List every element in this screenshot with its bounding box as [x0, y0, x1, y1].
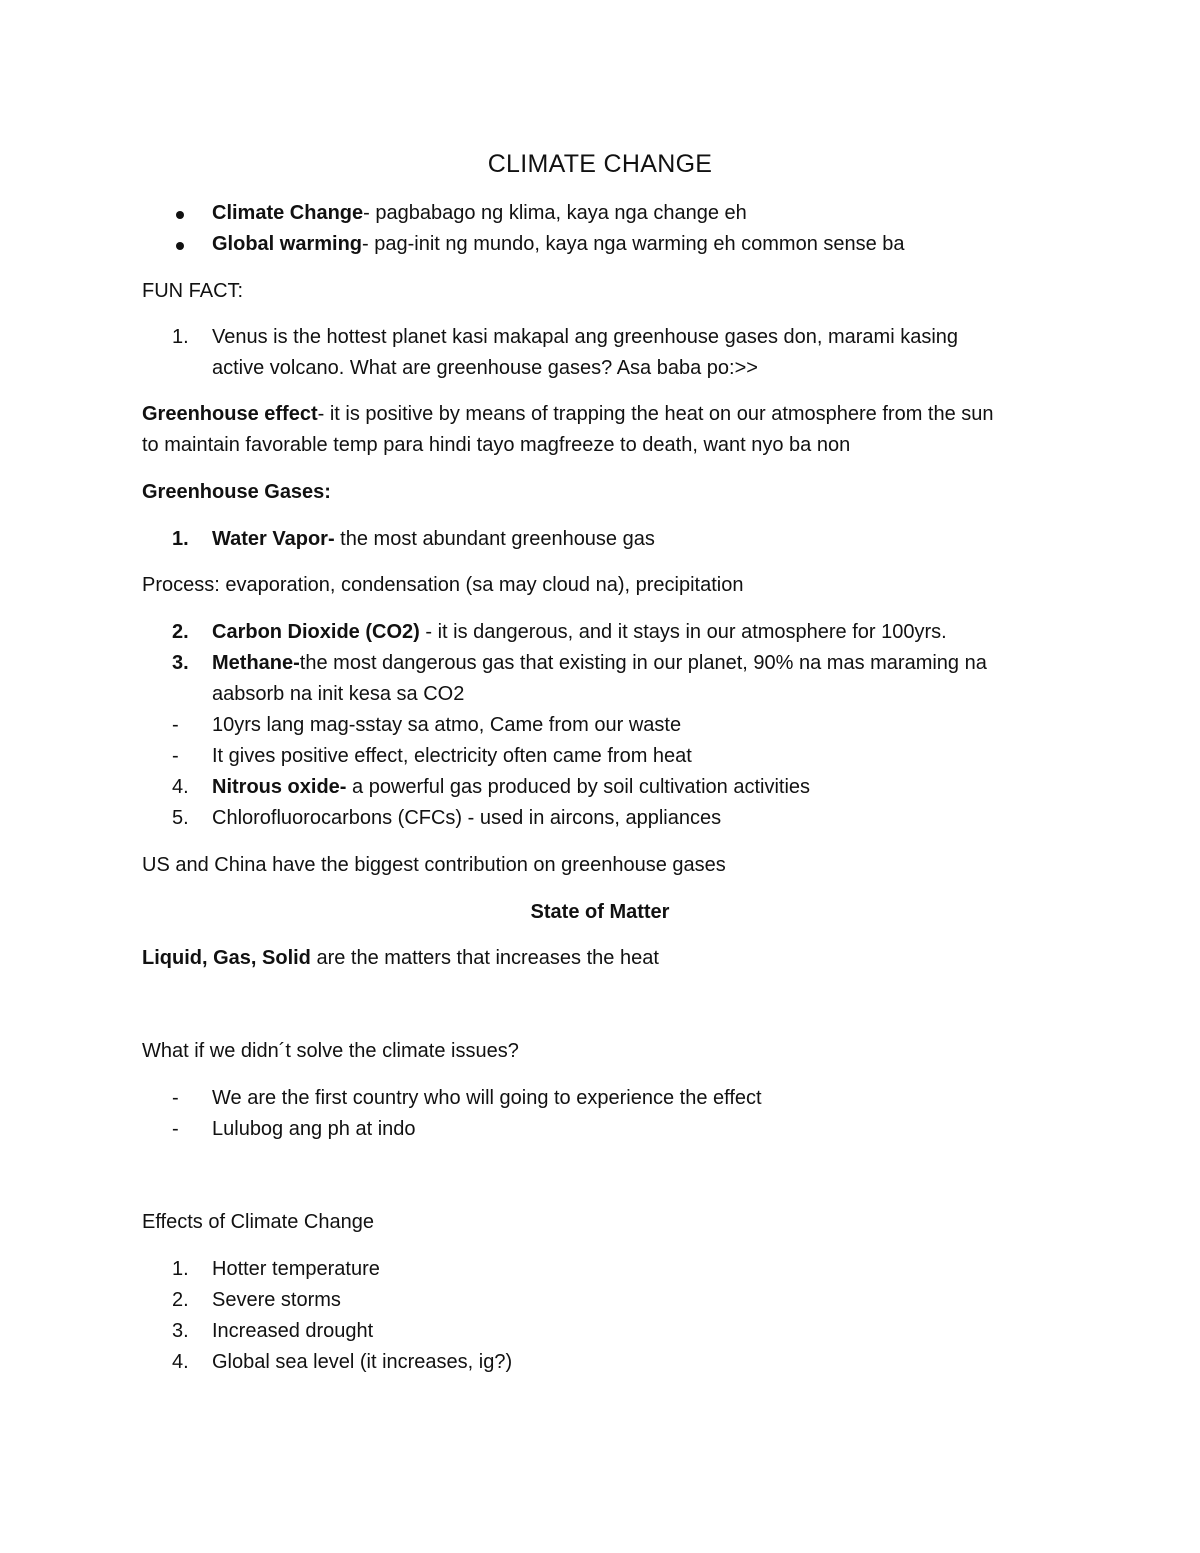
- greenhouse-effect-term: Greenhouse effect: [142, 403, 318, 425]
- gas-term: Nitrous oxide-: [212, 776, 347, 798]
- fun-fact-line: Venus is the hottest planet kasi makapal ang greenhouse gases don, marami kasing: [212, 326, 959, 348]
- list-marker: 3.: [172, 1320, 189, 1342]
- gas-text: - it is dangerous, and it stays in our atmosphere for 100yrs.: [419, 621, 947, 643]
- page-title: CLIMATE CHANGE: [487, 150, 713, 178]
- gas-item-water-vapor: [212, 524, 655, 555]
- gas-text: a powerful gas produced by soil cultivation activities: [346, 776, 811, 798]
- effect-item: Severe storms: [212, 1289, 341, 1311]
- list-marker: 4.: [172, 776, 189, 798]
- gas-item-methane: [212, 648, 987, 679]
- greenhouse-effect-line: [142, 399, 994, 430]
- fun-fact-heading: FUN FACT:: [142, 280, 244, 302]
- effect-item: Global sea level (it increases, ig?): [212, 1351, 513, 1373]
- definition-text: - pag-init ng mundo, kaya nga warming eh common sense ba: [362, 233, 905, 255]
- bullet-icon: [176, 211, 184, 219]
- definition-term: Climate Change: [212, 202, 364, 224]
- list-marker: 1.: [172, 326, 189, 348]
- definition-term: Global warming: [212, 233, 363, 255]
- list-marker: 2.: [172, 1289, 189, 1311]
- gas-item-carbon-dioxide: [212, 617, 947, 648]
- process-line: Process: evaporation, condensation (sa may cloud na), precipitation: [142, 574, 744, 596]
- gas-text: the most abundant greenhouse gas: [334, 528, 655, 550]
- gas-item-cfcs: Chlorofluorocarbons (CFCs) - used in aircons, appliances: [212, 807, 722, 829]
- what-if-question: What if we didn´t solve the climate issues?: [142, 1040, 519, 1062]
- dash-marker: -: [172, 745, 179, 767]
- matter-text: are the matters that increases the heat: [310, 947, 659, 969]
- greenhouse-gases-heading: Greenhouse Gases:: [142, 481, 331, 503]
- list-marker: 1.: [172, 528, 189, 550]
- dash-marker: -: [172, 1087, 179, 1109]
- state-of-matter-heading: State of Matter: [530, 901, 670, 923]
- gas-term: Carbon Dioxide (CO2): [212, 621, 420, 643]
- bullet-icon: [176, 242, 184, 250]
- effects-heading: Effects of Climate Change: [142, 1211, 374, 1233]
- gas-term: Water Vapor-: [212, 528, 335, 550]
- list-marker: 5.: [172, 807, 189, 829]
- matter-states: Liquid, Gas, Solid: [142, 947, 311, 969]
- list-marker: 4.: [172, 1351, 189, 1373]
- gas-term: Methane-: [212, 652, 300, 674]
- greenhouse-effect-line-2: to maintain favorable temp para hindi tayo magfreeze to death, want nyo ba non: [142, 434, 851, 456]
- dash-marker: -: [172, 1118, 179, 1140]
- gas-text: the most dangerous gas that existing in our planet, 90% na mas maraming na: [299, 652, 987, 674]
- dash-marker: -: [172, 714, 179, 736]
- methane-note: It gives positive effect, electricity often came from heat: [212, 745, 692, 767]
- gas-item-nitrous-oxide: [212, 772, 810, 803]
- fun-fact-line: active volcano. What are greenhouse gases? Asa baba po:>>: [212, 357, 758, 379]
- list-marker: 1.: [172, 1258, 189, 1280]
- methane-note: 10yrs lang mag-sstay sa atmo, Came from our waste: [212, 714, 682, 736]
- what-if-item: We are the first country who will going to experience the effect: [212, 1087, 762, 1109]
- definition-global-warming: [212, 229, 905, 260]
- definition-climate-change: [212, 198, 747, 229]
- list-marker: 3.: [172, 652, 189, 674]
- list-marker: 2.: [172, 621, 189, 643]
- effect-item: Hotter temperature: [212, 1258, 380, 1280]
- definition-text: - pagbabago ng klima, kaya nga change eh: [363, 202, 747, 224]
- state-of-matter-line: [142, 943, 659, 974]
- effect-item: Increased drought: [212, 1320, 374, 1342]
- greenhouse-effect-text: - it is positive by means of trapping the heat on our atmosphere from the sun: [317, 403, 994, 425]
- gas-item-methane-line-2: aabsorb na init kesa sa CO2: [212, 683, 465, 705]
- what-if-item: Lulubog ang ph at indo: [212, 1118, 416, 1140]
- us-china-line: US and China have the biggest contribution on greenhouse gases: [142, 854, 726, 876]
